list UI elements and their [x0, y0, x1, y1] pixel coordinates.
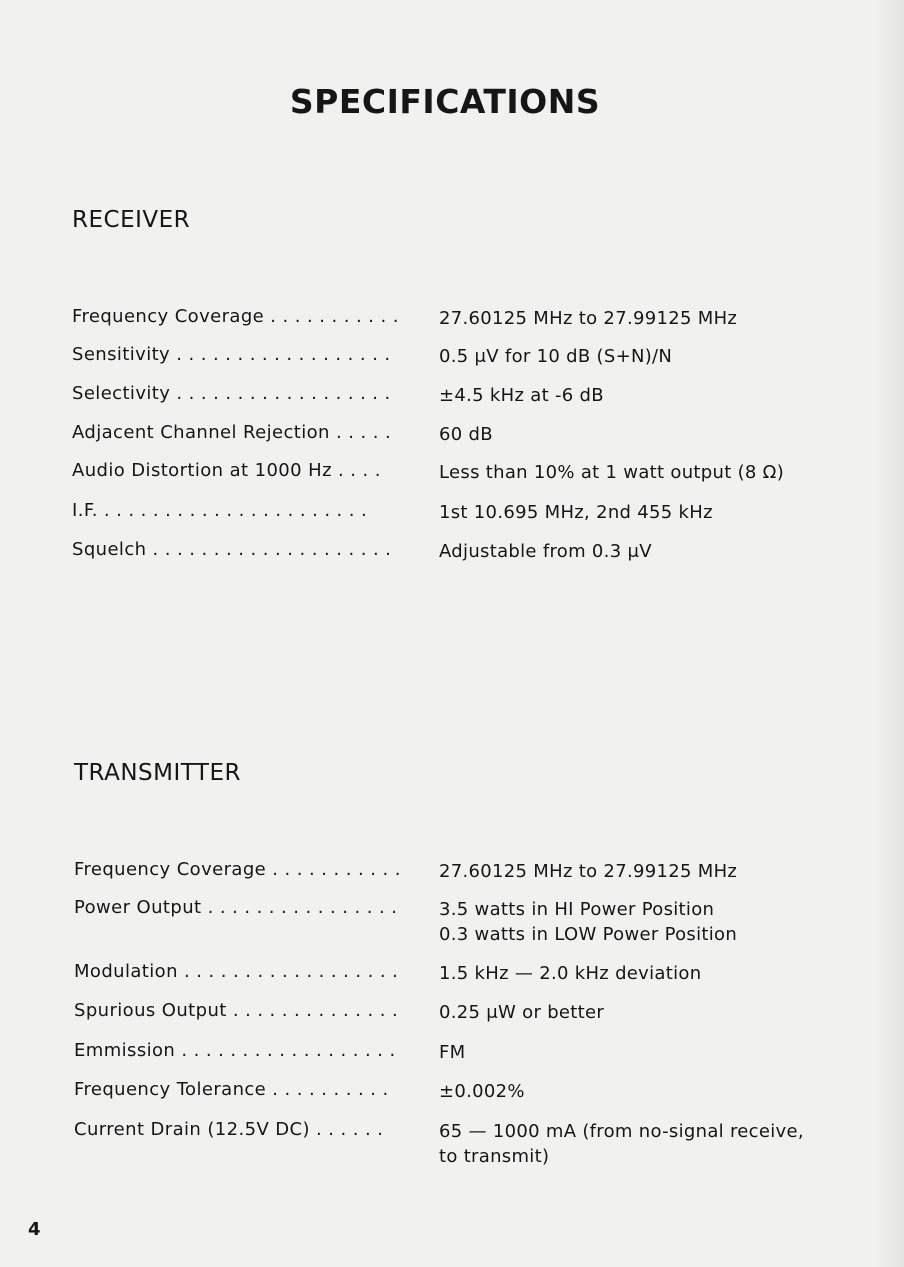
spec-value: 27.60125 MHz to 27.99125 MHz — [439, 861, 738, 882]
spec-value: Adjustable from 0.3 μV — [439, 541, 652, 562]
receiver-heading: RECEIVER — [72, 207, 191, 233]
spec-value: FM — [439, 1042, 466, 1063]
page-number: 4 — [28, 1219, 41, 1240]
spec-label: Audio Distortion at 1000 Hz . . . . — [72, 460, 381, 481]
spec-label: Modulation . . . . . . . . . . . . . . . . . . — [74, 961, 399, 982]
transmitter-row-emmission — [0, 1040, 904, 1076]
receiver-row-sensitivity — [0, 344, 904, 380]
transmitter-row-frequency-tolerance — [0, 1079, 904, 1115]
transmitter-row-spurious-output — [0, 1000, 904, 1036]
spec-value: ±4.5 kHz at -6 dB — [439, 385, 604, 406]
transmitter-heading: TRANSMITTER — [74, 760, 241, 786]
spec-value: 0.5 μV for 10 dB (S+N)/N — [439, 346, 673, 367]
page-title: SPECIFICATIONS — [289, 82, 601, 121]
spec-label: Current Drain (12.5V DC) . . . . . . — [74, 1119, 384, 1140]
spec-label: I.F. . . . . . . . . . . . . . . . . . . . . . . — [72, 500, 368, 521]
spec-label: Sensitivity . . . . . . . . . . . . . . . . . . — [72, 344, 391, 365]
spec-label: Frequency Coverage . . . . . . . . . . . — [74, 859, 401, 880]
receiver-row-adjacent-channel-rejection — [0, 422, 904, 458]
receiver-row-if — [0, 500, 904, 536]
transmitter-row-modulation — [0, 961, 904, 997]
receiver-row-selectivity — [0, 383, 904, 419]
spec-value: 3.5 watts in HI Power Position — [439, 899, 715, 920]
spec-label: Frequency Tolerance . . . . . . . . . . — [74, 1079, 389, 1100]
scan-edge-shadow — [874, 0, 904, 1267]
transmitter-row-current-drain — [0, 1119, 904, 1175]
spec-label: Frequency Coverage . . . . . . . . . . . — [72, 306, 399, 327]
spec-value-continued: 0.3 watts in LOW Power Position — [439, 924, 738, 945]
spec-label: Squelch . . . . . . . . . . . . . . . . . . . . — [72, 539, 392, 560]
spec-value: 60 dB — [439, 424, 493, 445]
receiver-row-frequency-coverage — [0, 306, 904, 342]
transmitter-row-frequency-coverage — [0, 859, 904, 895]
spec-label: Selectivity . . . . . . . . . . . . . . . . . . — [72, 383, 391, 404]
receiver-row-audio-distortion — [0, 460, 904, 496]
spec-value: 0.25 μW or better — [439, 1002, 605, 1023]
spec-value: 1.5 kHz — 2.0 kHz deviation — [439, 963, 702, 984]
spec-value: 65 — 1000 mA (from no-signal receive, — [439, 1121, 804, 1142]
spec-value-continued: to transmit) — [439, 1146, 550, 1167]
spec-value: 27.60125 MHz to 27.99125 MHz — [439, 308, 738, 329]
spec-value: 1st 10.695 MHz, 2nd 455 kHz — [439, 502, 713, 523]
spec-label: Power Output . . . . . . . . . . . . . . . . — [74, 897, 398, 918]
spec-label: Spurious Output . . . . . . . . . . . . . . — [74, 1000, 399, 1021]
spec-label: Emmission . . . . . . . . . . . . . . . . . . — [74, 1040, 396, 1061]
transmitter-row-power-output — [0, 897, 904, 953]
spec-label: Adjacent Channel Rejection . . . . . — [72, 422, 392, 443]
spec-value: Less than 10% at 1 watt output (8 Ω) — [439, 462, 785, 483]
spec-value: ±0.002% — [439, 1081, 525, 1102]
receiver-row-squelch — [0, 539, 904, 575]
